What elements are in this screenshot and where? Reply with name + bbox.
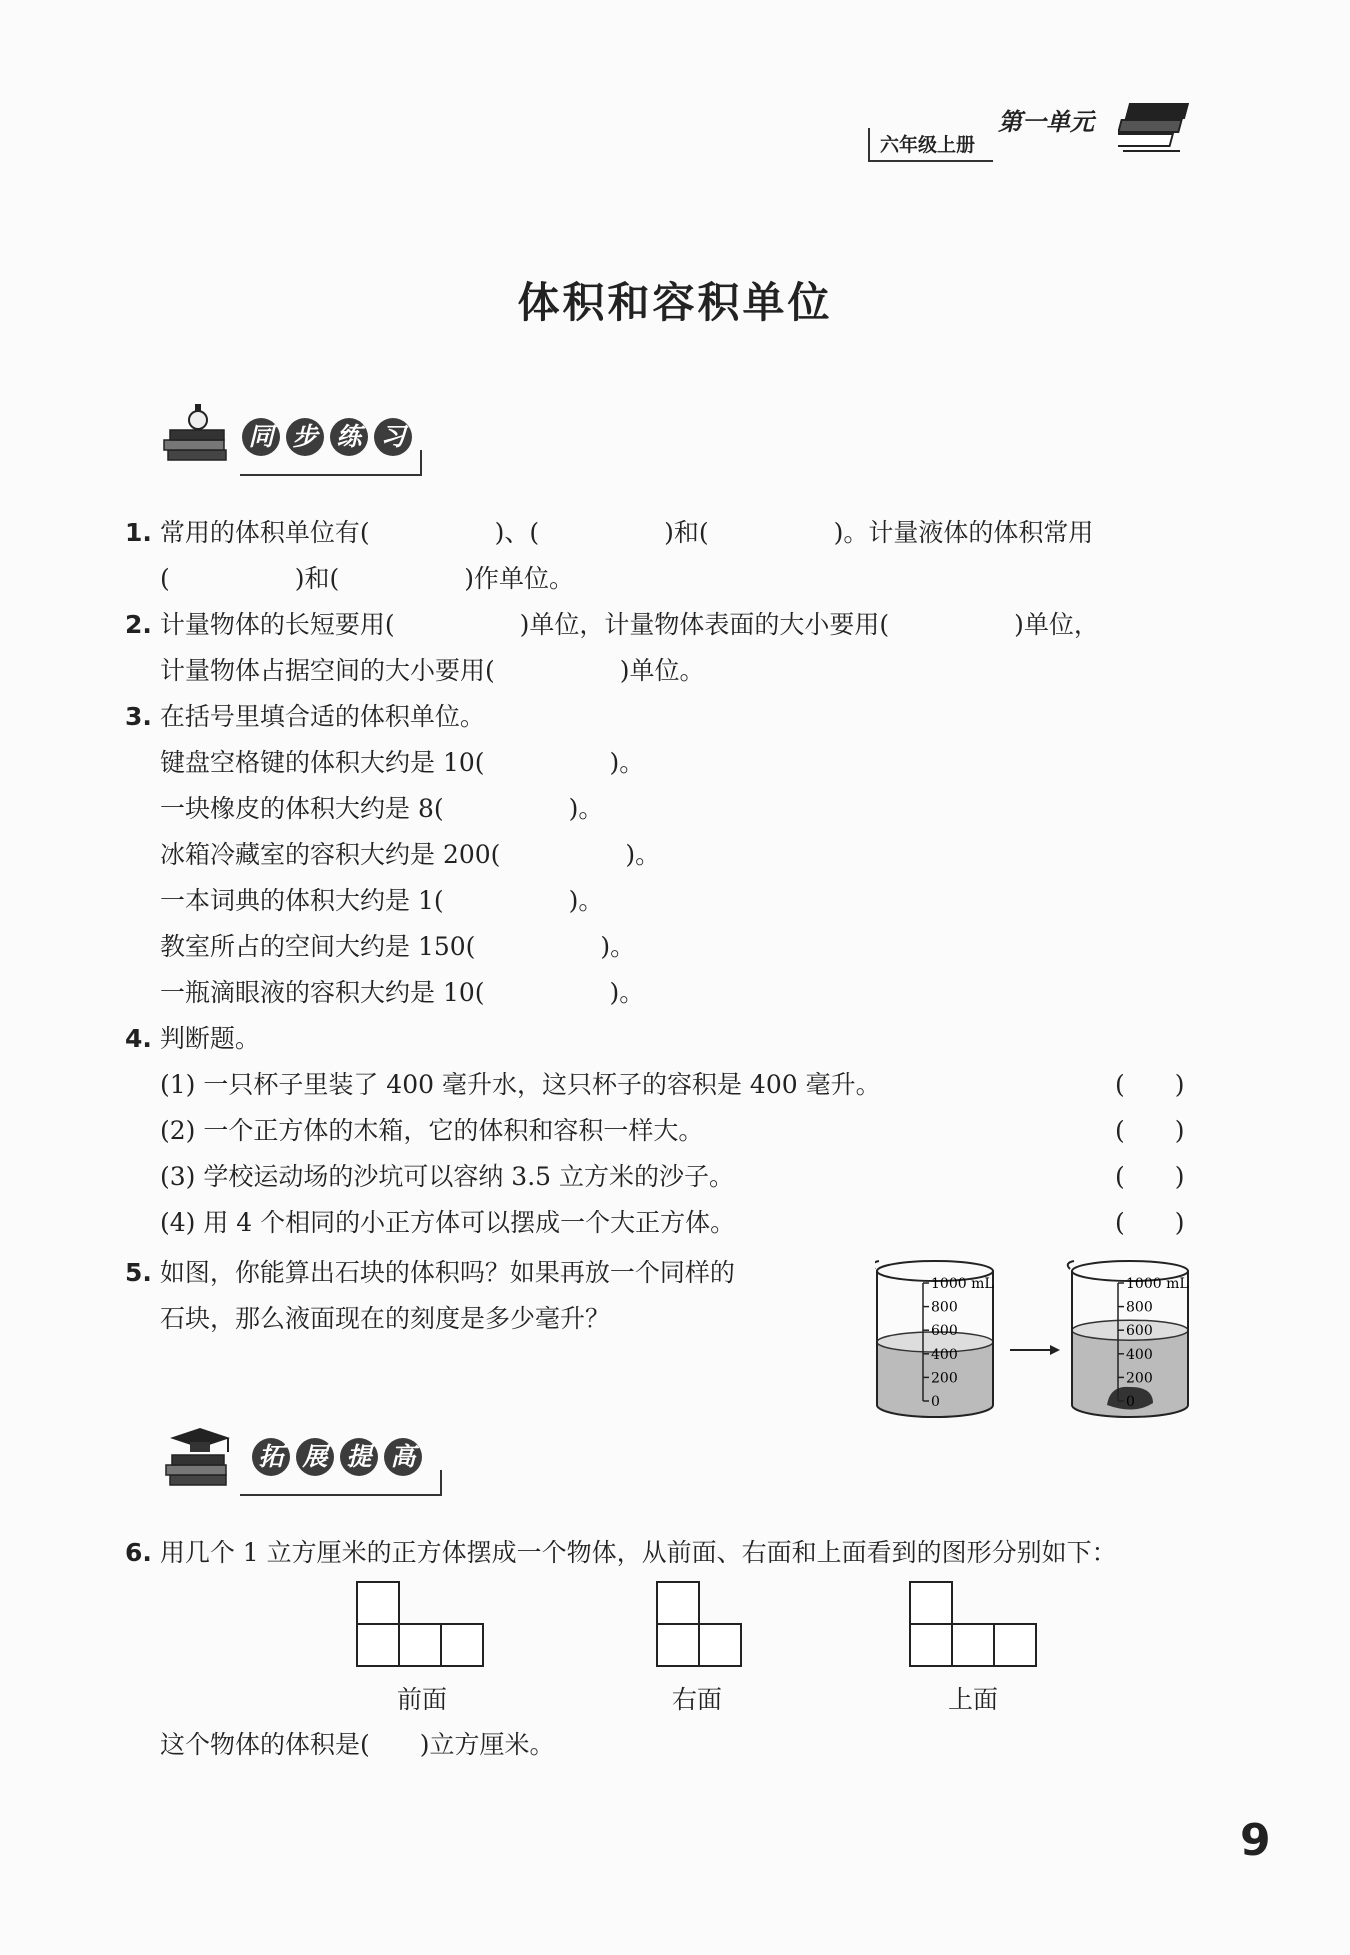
question-6-answer: 这个物体的体积是( )立方厘米。 — [160, 1730, 555, 1759]
question-text: 在括号里填合适的体积单位。 — [159, 702, 485, 731]
question-5-line-1 — [125, 1255, 735, 1291]
scale-label: 400 — [1126, 1346, 1153, 1363]
question-6-line-1 — [125, 1535, 1117, 1571]
unit-label: 第一单元 — [998, 108, 1094, 136]
answer-box[interactable]: ( ) — [1115, 1116, 1185, 1145]
question-1-line-2: ( )和( )作单位。 — [160, 564, 575, 593]
question-2-line-1 — [125, 607, 1099, 643]
question-text: 计量物体的长短要用( )单位，计量物体表面的大小要用( )单位， — [159, 610, 1099, 639]
question-3-item: 一瓶滴眼液的容积大约是 10( )。 — [160, 978, 645, 1007]
question-3-item: 键盘空格键的体积大约是 10( )。 — [160, 748, 645, 777]
grade-label: 六年级上册 — [868, 128, 993, 162]
question-4-stem — [125, 1021, 260, 1057]
three-views-figure — [355, 1580, 1055, 1670]
scale-label: 600 — [931, 1323, 958, 1340]
banner-char: 展 — [296, 1438, 334, 1476]
page-header — [868, 98, 1198, 168]
banner-char: 高 — [384, 1438, 422, 1476]
banner-char: 步 — [286, 418, 324, 456]
top-view — [910, 1582, 1036, 1666]
question-3-item: 一本词典的体积大约是 1( )。 — [160, 886, 604, 915]
books-icon — [1118, 96, 1193, 161]
right-view — [657, 1582, 741, 1666]
scale-label: 600 — [1126, 1323, 1153, 1340]
scale-label: 800 — [931, 1299, 958, 1316]
question-2-line-2: 计量物体占据空间的大小要用( )单位。 — [160, 656, 705, 685]
question-number: 1. — [125, 518, 152, 547]
answer-box[interactable]: ( ) — [1115, 1070, 1185, 1099]
scale-label: 200 — [1126, 1370, 1153, 1387]
judgement-item — [160, 1113, 1200, 1149]
arrow-head-icon — [1050, 1345, 1060, 1355]
question-3-stem — [125, 699, 485, 735]
judgement-text: (1) 一只杯子里装了 400 毫升水，这只杯子的容积是 400 毫升。 — [160, 1070, 881, 1099]
question-3-item: 一块橡皮的体积大约是 8( )。 — [160, 794, 604, 823]
question-3-item: 教室所占的空间大约是 150( )。 — [160, 932, 636, 961]
question-number: 5. — [125, 1258, 152, 1287]
lamp-books-icon — [160, 400, 240, 480]
section-title-extension — [252, 1438, 422, 1476]
answer-box[interactable]: ( ) — [1115, 1162, 1185, 1191]
banner-char: 提 — [340, 1438, 378, 1476]
banner-char: 练 — [330, 418, 368, 456]
judgement-item — [160, 1205, 1200, 1241]
question-number: 4. — [125, 1024, 152, 1053]
scale-label: 400 — [931, 1346, 958, 1363]
section-extension-banner — [160, 1420, 450, 1500]
question-number: 6. — [125, 1538, 152, 1567]
view-label-top: 上面 — [948, 1685, 999, 1714]
question-text: 如图，你能算出石块的体积吗？如果再放一个同样的 — [159, 1258, 735, 1287]
banner-char: 习 — [374, 418, 412, 456]
view-label-front: 前面 — [397, 1685, 448, 1714]
question-number: 2. — [125, 610, 152, 639]
banner-char: 拓 — [252, 1438, 290, 1476]
view-label-right: 右面 — [672, 1685, 723, 1714]
judgement-item — [160, 1159, 1200, 1195]
scale-label: 800 — [1126, 1299, 1153, 1316]
scale-label: 1000 mL — [931, 1276, 994, 1292]
section-title-practice — [242, 418, 412, 456]
question-text: 常用的体积单位有( )、( )和( )。计量液体的体积常用 — [159, 518, 1094, 547]
scale-label: 200 — [931, 1370, 958, 1387]
judgement-item — [160, 1067, 1200, 1103]
question-1-line-1 — [125, 515, 1094, 551]
judgement-text: (2) 一个正方体的木箱，它的体积和容积一样大。 — [160, 1116, 704, 1145]
judgement-text: (3) 学校运动场的沙坑可以容纳 3.5 立方米的沙子。 — [160, 1162, 735, 1191]
front-view — [357, 1582, 483, 1666]
question-text: 判断题。 — [159, 1024, 260, 1053]
section-practice-banner — [160, 400, 450, 480]
question-text: 用几个 1 立方厘米的正方体摆成一个物体，从前面、右面和上面看到的图形分别如下： — [159, 1538, 1117, 1567]
scale-label: 0 — [931, 1394, 940, 1410]
question-5-line-2: 石块，那么液面现在的刻度是多少毫升？ — [160, 1304, 611, 1333]
scale-label: 1000 mL — [1126, 1276, 1189, 1292]
page-number: 9 — [1240, 1815, 1271, 1866]
question-3-item: 冰箱冷藏室的容积大约是 200( )。 — [160, 840, 661, 869]
graduation-cap-books-icon — [160, 1420, 240, 1500]
page-title: 体积和容积单位 — [517, 278, 833, 327]
answer-box[interactable]: ( ) — [1115, 1208, 1185, 1237]
question-number: 3. — [125, 702, 152, 731]
scale-label: 0 — [1126, 1394, 1135, 1410]
beaker-figure — [875, 1255, 1205, 1425]
banner-char: 同 — [242, 418, 280, 456]
judgement-text: (4) 用 4 个相同的小正方体可以摆成一个大正方体。 — [160, 1208, 736, 1237]
